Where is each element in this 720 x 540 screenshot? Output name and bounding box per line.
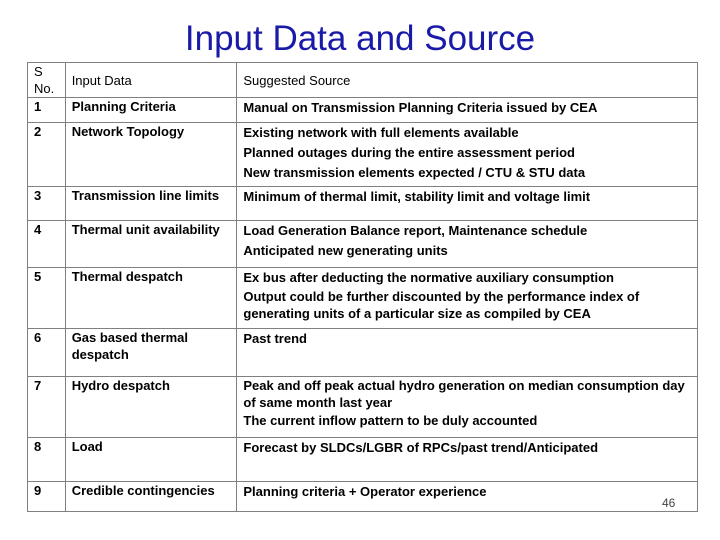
row-input-data: Gas based thermal despatch — [65, 329, 237, 377]
row-sno: 1 — [28, 98, 66, 123]
row-source — [237, 438, 698, 482]
row-input-data: Thermal unit availability — [65, 221, 237, 268]
row-sno: 6 — [28, 329, 66, 377]
row-input-data: Transmission line limits — [65, 187, 237, 221]
row-input-data: Hydro despatch — [65, 377, 237, 438]
row-sno: 4 — [28, 221, 66, 268]
source-line: Minimum of thermal limit, stability limit and voltage limit — [243, 189, 591, 204]
table-row — [28, 377, 698, 438]
row-source — [237, 123, 698, 187]
row-source — [237, 268, 698, 329]
row-sno: 8 — [28, 438, 66, 482]
table-row — [28, 123, 698, 187]
table-row — [28, 438, 698, 482]
row-input-data: Thermal despatch — [65, 268, 237, 329]
row-sno: 9 — [28, 482, 66, 512]
input-data-table — [27, 62, 698, 512]
source-line: Anticipated new generating units — [243, 243, 448, 258]
table-row — [28, 268, 698, 329]
source-line: Forecast by SLDCs/LGBR of RPCs/past trend/Anticipated — [243, 440, 599, 455]
table-row — [28, 482, 698, 512]
row-source — [237, 377, 698, 438]
header-input-data: Input Data — [65, 63, 237, 98]
row-sno: 2 — [28, 123, 66, 187]
source-line: Planned outages during the entire assessment period — [243, 145, 575, 160]
table-row — [28, 221, 698, 268]
header-sno: S No. — [28, 63, 66, 98]
row-source — [237, 329, 698, 377]
table-row — [28, 187, 698, 221]
row-sno: 5 — [28, 268, 66, 329]
table-row — [28, 98, 698, 123]
source-line: Existing network with full elements available — [243, 125, 519, 140]
row-input-data: Planning Criteria — [65, 98, 237, 123]
row-input-data: Load — [65, 438, 237, 482]
header-suggested-source: Suggested Source — [237, 63, 698, 98]
source-line: Past trend — [243, 331, 307, 346]
row-sno: 3 — [28, 187, 66, 221]
row-source — [237, 98, 698, 123]
row-input-data: Credible contingencies — [65, 482, 237, 512]
row-sno: 7 — [28, 377, 66, 438]
source-line: Planning criteria + Operator experience — [243, 484, 487, 499]
table-row — [28, 329, 698, 377]
slide-title: Input Data and Source — [184, 19, 536, 58]
row-source — [237, 221, 698, 268]
source-line: Manual on Transmission Planning Criteria issued by CEA — [243, 100, 598, 115]
page-number: 46 — [662, 496, 676, 510]
source-line: The current inflow pattern to be duly accounted — [243, 413, 538, 428]
source-line: Output could be further discounted by the performance index of generating units of a particular size as compiled by CEA — [243, 289, 640, 321]
source-line: Ex bus after deducting the normative auxiliary consumption — [243, 270, 614, 285]
table-header-row — [28, 63, 698, 98]
row-source — [237, 482, 698, 512]
source-line: Peak and off peak actual hydro generation on median consumption day of same month last year — [243, 378, 685, 410]
source-line: Load Generation Balance report, Maintenance schedule — [243, 223, 588, 238]
source-line: New transmission elements expected / CTU & STU data — [243, 165, 586, 180]
row-input-data: Network Topology — [65, 123, 237, 187]
row-source — [237, 187, 698, 221]
